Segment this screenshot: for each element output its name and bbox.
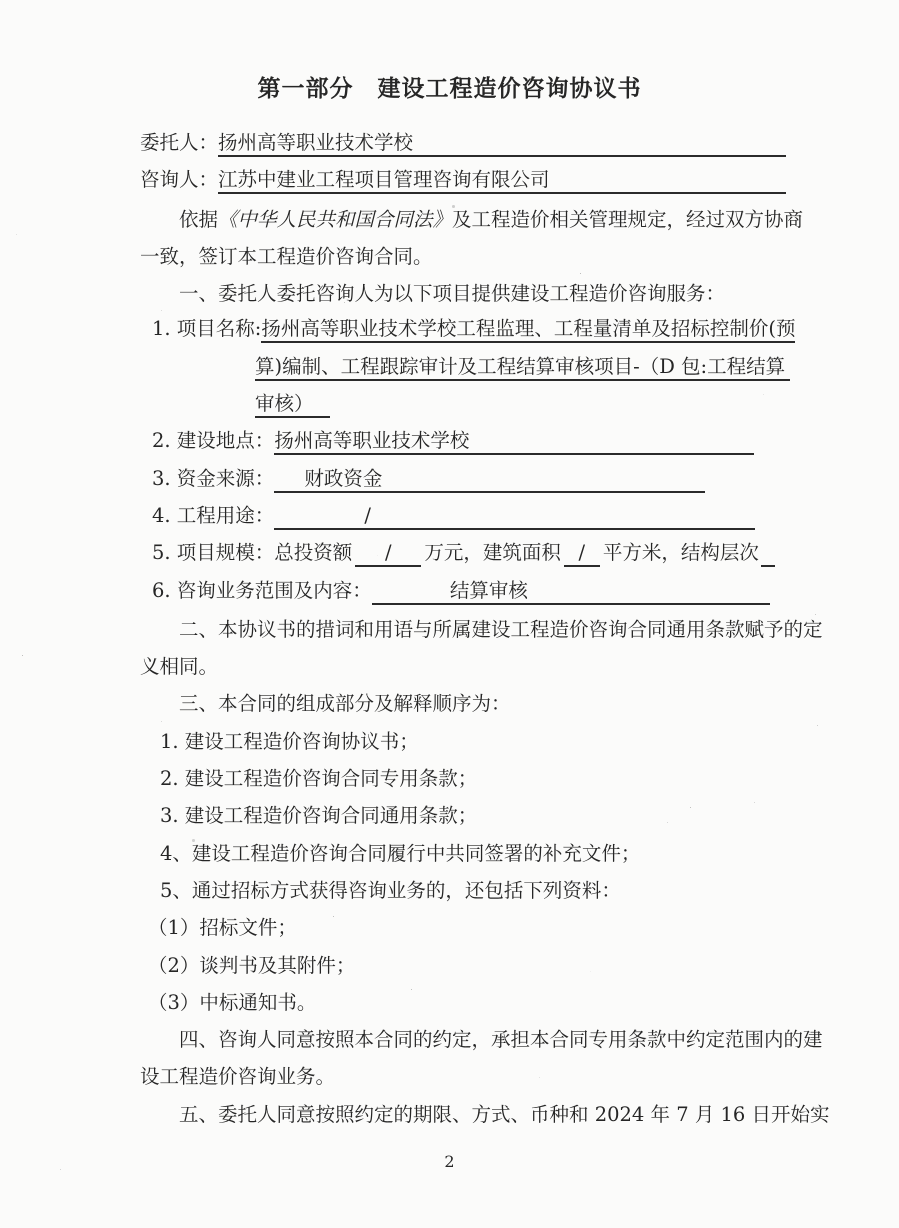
- consultant-row: [140, 163, 790, 200]
- investment-amount-blank: /: [355, 536, 421, 567]
- preamble-line-2: 一致，签订本工程造价咨询合同。: [140, 244, 433, 268]
- article3-heading: 三、本合同的组成部分及解释顺序为：: [179, 692, 511, 716]
- scope-value: 结算审核: [372, 574, 770, 605]
- project-name-value-line3: 审核）: [255, 387, 330, 418]
- article3-item-1: 1. 建设工程造价咨询协议书；: [160, 729, 419, 753]
- preamble-line-1: [140, 201, 804, 238]
- client-row: [140, 126, 790, 163]
- page-number: 2: [444, 1152, 455, 1171]
- page-title: 第一部分 建设工程造价咨询协议书: [257, 75, 642, 102]
- consultant-label: 咨询人：: [140, 168, 219, 192]
- scale-unit-2: 平方米，结构层次: [602, 541, 759, 565]
- structure-level-blank: [761, 536, 775, 567]
- article3-item-5: 5、通过招标方式获得咨询业务的，还包括下列资料：: [160, 878, 621, 902]
- location-value: 扬州高等职业技术学校: [274, 424, 754, 455]
- article4-line-2: 设工程造价咨询业务。: [140, 1065, 336, 1089]
- project-name-row-2: [140, 350, 790, 387]
- article5-line-1: 五、委托人同意按照约定的期限、方式、币种和 2024 年 7 月 16 日开始实: [179, 1102, 830, 1126]
- usage-row: [140, 499, 790, 536]
- law-title: 《中华人民共和国合同法》: [218, 207, 453, 231]
- article2-line-1: 二、本协议书的措词和用语与所属建设工程造价咨询合同通用条款赋予的定: [179, 617, 823, 641]
- client-label: 委托人：: [140, 131, 219, 154]
- location-label: 2. 建设地点：: [152, 429, 275, 453]
- scale-label: 5. 项目规模：总投资额: [152, 541, 353, 565]
- funding-label: 3. 资金来源：: [152, 466, 275, 490]
- usage-label: 4. 工程用途：: [152, 503, 275, 527]
- article3-item-3: 3. 建设工程造价咨询合同通用条款；: [160, 804, 478, 828]
- scan-noise: [0, 0, 1, 1]
- article3-subitem-3: （3）中标通知书。: [148, 990, 317, 1014]
- client-value: 扬州高等职业技术学校: [218, 126, 786, 157]
- article3-subitem-1: （1）招标文件；: [148, 916, 297, 940]
- article4-line-1: 四、咨询人同意按照本合同的约定，承担本合同专用条款中约定范围内的建: [179, 1028, 823, 1052]
- usage-value: /: [274, 499, 755, 530]
- article1-heading: 一、委托人委托咨询人为以下项目提供建设工程造价咨询服务：: [179, 282, 726, 306]
- article3-item-2: 2. 建设工程造价咨询合同专用条款；: [160, 767, 478, 791]
- preamble-post: 及工程造价相关管理规定，经过双方协商: [452, 207, 804, 231]
- project-name-value-line1: 扬州高等职业技术学校工程监理、工程量清单及招标控制价(预: [261, 312, 795, 343]
- funding-value: 财政资金: [274, 462, 705, 493]
- building-area-blank: /: [564, 536, 600, 567]
- article3-subitem-2: （2）谈判书及其附件；: [148, 953, 356, 977]
- funding-row: [140, 462, 790, 499]
- scope-label: 6. 咨询业务范围及内容：: [152, 578, 372, 602]
- article2-line-2: 义相同。: [140, 655, 219, 679]
- project-name-label: 1. 项目名称:: [152, 317, 262, 341]
- document-body: [140, 126, 830, 1133]
- preamble-pre: 依据: [179, 207, 219, 231]
- scope-row: [140, 574, 790, 611]
- scale-unit-1: 万元，建筑面积: [424, 541, 561, 565]
- project-name-row: [140, 312, 796, 349]
- scale-row: [140, 536, 790, 573]
- project-name-row-3: [140, 387, 790, 424]
- consultant-value: 江苏中建业工程项目管理咨询有限公司: [218, 163, 786, 194]
- article3-item-4: 4、建设工程造价咨询合同履行中共同签署的补充文件；: [160, 841, 641, 865]
- project-name-value-line2: 算)编制、工程跟踪审计及工程结算审核项目-（D 包:工程结算: [255, 350, 790, 381]
- location-row: [140, 424, 790, 461]
